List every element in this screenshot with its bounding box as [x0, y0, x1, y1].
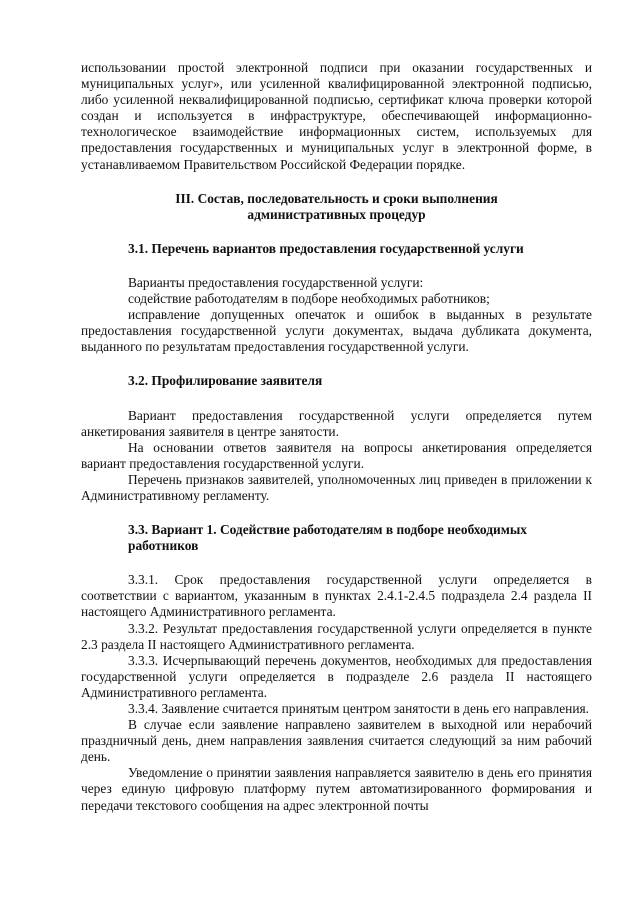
s33-paragraph-5: В случае если заявление направлено заявителем в выходной или нерабочий праздничный день, днем направления заявления считается следующий за ним рабочий день.: [81, 717, 592, 765]
heading-3-3-line-2: работников: [128, 538, 199, 554]
intro-paragraph: использовании простой электронной подписи при оказании государственных и муниципальных услуг», или усиленной квалифицированной электронной подписью, либо усиленной неквалифицированной подписью, сертификат ключа проверки которой создан и используется в инфраструктуре, обеспечивающей информационно-технологическое взаимодействие информационных систем, используемых для предоставления государственных и муниципальных услуг в электронной форме, в устанавливаемом Правительством Российской Федерации порядке.: [81, 60, 592, 172]
section-title-line-2: административных процедур: [247, 206, 426, 222]
heading-3-1: 3.1. Перечень вариантов предоставления государственной услуги: [128, 240, 524, 256]
heading-3-3-line-1: 3.3. Вариант 1. Содействие работодателям в подборе необходимых: [128, 522, 528, 538]
s33-paragraph-3: 3.3.3. Исчерпывающий перечень документов, необходимых для предоставления государственной услуги определяется в подразделе 2.6 раздела II настоящего Административного регламента.: [81, 652, 592, 700]
s33-paragraph-4: 3.3.4. Заявление считается принятым центром занятости в день его направления.: [128, 701, 590, 716]
s33-paragraph-2: 3.3.2. Результат предоставления государственной услуги определяется в пункте 2.3 раздела II настоящего Административного регламента.: [81, 620, 592, 652]
heading-3-2: 3.2. Профилирование заявителя: [128, 373, 323, 389]
s32-paragraph-1: Вариант предоставления государственной услуги определяется путем анкетирования заявителя в центре занятости.: [81, 407, 592, 439]
s32-paragraph-2: На основании ответов заявителя на вопросы анкетирования определяется вариант предоставления государственной услуги.: [81, 439, 592, 471]
document-page: [81, 60, 592, 814]
s31-paragraph-1: Варианты предоставления государственной услуги:: [128, 274, 424, 290]
s33-paragraph-6: Уведомление о принятии заявления направляется заявителю в день его принятия через единую цифровую платформу путем автоматизированного формирования и передачи текстового сообщения на адрес электронной почты: [81, 765, 592, 813]
s32-paragraph-3: Перечень признаков заявителей, уполномоченных лиц приведен в приложении к Административному регламенту.: [81, 471, 592, 503]
s31-paragraph-2: содействие работодателям в подборе необходимых работников;: [128, 291, 490, 307]
section-title-line-1: III. Состав, последовательность и сроки выполнения: [175, 190, 498, 206]
s31-paragraph-3: исправление допущенных опечаток и ошибок в выданных в результате предоставления государственной услуги документах, выдача дубликата документа, выданного по результатам предоставления государственной услуги.: [81, 307, 592, 355]
heading-3-3: [81, 522, 592, 554]
s33-paragraph-1: 3.3.1. Срок предоставления государственной услуги определяется в соответствии с вариантом, указанным в пунктах 2.4.1-2.4.5 подраздела 2.4 раздела II настоящего Административного регламента.: [81, 572, 592, 620]
section-title: [81, 191, 592, 223]
